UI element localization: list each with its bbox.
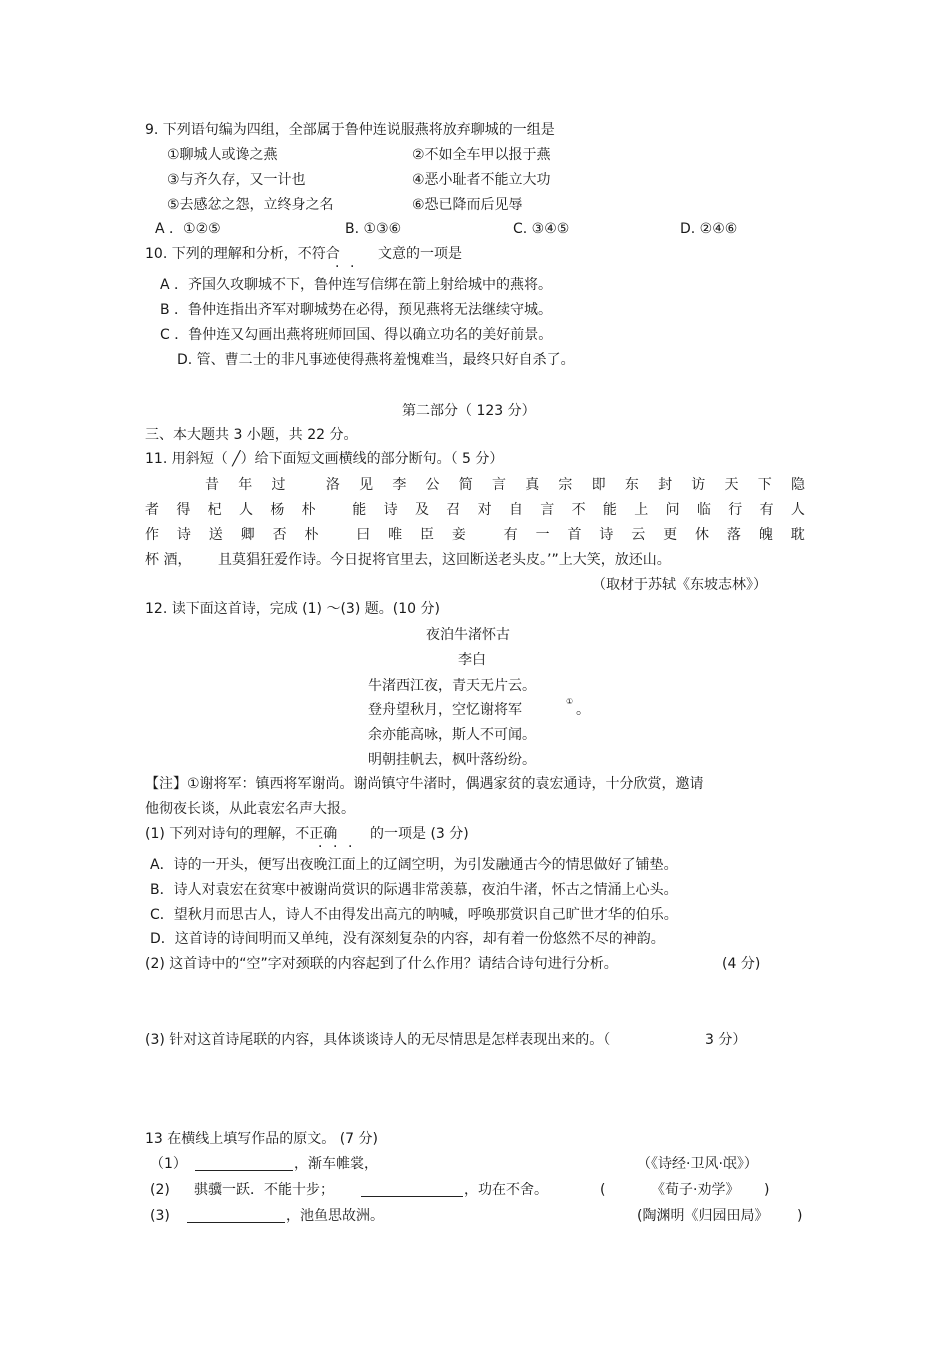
q13-item-3-source-close: )	[797, 1208, 803, 1224]
passage-char: 云	[631, 527, 646, 543]
note-line-1: 【注】①谢将军：镇西将军谢尚。谢尚镇守牛渚时，偶遇家贫的袁宏通诗，十分欣赏，邀请	[145, 776, 704, 792]
fill-blank-3[interactable]	[187, 1208, 285, 1223]
poem-line-4: 明朝挂帆去，枫叶落纷纷。	[368, 752, 536, 768]
q12-sub1-stem-part2: 的一项是 (3 分)	[370, 826, 469, 842]
q13-item-2-text-b: ，功在不舍。	[464, 1182, 548, 1198]
passage-char: 及	[414, 502, 429, 518]
poem-line-3: 余亦能高咏，斯人不可闻。	[368, 727, 536, 743]
q12-sub1-stem-part1: (1) 下列对诗句的理解，不正确	[145, 826, 338, 842]
q13-item-2-number: (2)	[150, 1182, 170, 1198]
q13-item-2-source-close: )	[764, 1182, 770, 1198]
passage-char: 魄	[758, 527, 773, 543]
passage-char	[333, 500, 335, 520]
q11-source: （取材于苏轼《东坡志林》）	[592, 577, 767, 593]
passage-char: 诗	[176, 527, 191, 543]
q11-text-row-3	[145, 525, 805, 545]
q9-option-c: C. ③④⑤	[513, 221, 570, 237]
passage-char: 临	[696, 502, 711, 518]
q10-stem-part2: 文意的一项是	[378, 246, 462, 262]
q13-item-1-number: （1）	[150, 1156, 187, 1172]
q13-item-3-source: (陶渊明《归园田局》	[637, 1208, 769, 1224]
passage-char: 自	[508, 502, 523, 518]
q10-stem-part1: 10. 下列的理解和分析，不符合	[145, 246, 340, 262]
q12-sub2-stem: (2) 这首诗中的“空”字对颈联的内容起到了什么作用？请结合诗句进行分析。	[145, 956, 618, 972]
emphasis-dot: ·	[333, 839, 338, 855]
q11-text-row-1	[205, 475, 805, 495]
passage-char: 能	[352, 502, 367, 518]
q12-sub1-option-d: D．这首诗的诗间明而又单纯，没有深刻复杂的内容，却有着一份悠然不尽的神韵。	[150, 931, 665, 947]
passage-char: 对	[477, 502, 492, 518]
q10-option-b: B ．鲁仲连指出齐军对聊城势在必得，预见燕将无法继续守城。	[160, 302, 553, 318]
poem-title: 夜泊牛渚怀古	[426, 627, 510, 643]
q10-option-d: D. 管、曹二士的非凡事迹使得燕将羞愧难当，最终只好自杀了。	[177, 352, 575, 368]
q9-option-d: D. ②④⑥	[680, 221, 738, 237]
passage-char: 召	[446, 502, 461, 518]
passage-char: 真	[525, 477, 540, 493]
q9-item-5: ⑤去感忿之怨，立终身之名	[167, 197, 334, 213]
passage-char: 年	[238, 477, 253, 493]
q10-option-a: A ．齐国久攻聊城不下，鲁仲连写信绑在箭上射给城中的燕将。	[160, 277, 553, 293]
emphasis-dot: ·	[335, 259, 340, 275]
passage-char: 能	[602, 502, 617, 518]
emphasis-dot: ·	[318, 839, 323, 855]
q13-item-3-number: (3)	[150, 1208, 170, 1224]
passage-char: 有	[759, 502, 774, 518]
passage-char: 朴	[301, 502, 316, 518]
passage-char: 不	[571, 502, 586, 518]
passage-char: 一	[535, 527, 550, 543]
emphasis-dot: ·	[350, 259, 355, 275]
passage-char: 李	[392, 477, 407, 493]
passage-char: 妾	[451, 527, 466, 543]
passage-char: 即	[591, 477, 606, 493]
passage-char	[305, 475, 307, 495]
passage-char: 人	[790, 502, 805, 518]
poem-line-1: 牛渚西江夜，青天无片云。	[368, 678, 536, 694]
passage-char	[484, 525, 486, 545]
q12-sub1-option-b: B．诗人对袁宏在贫寒中被谢尚赏识的际遇非常羡慕，夜泊牛渚，怀古之情涌上心头。	[150, 882, 678, 898]
passage-char: 送	[208, 527, 223, 543]
passage-char: 上	[634, 502, 649, 518]
passage-char: 唯	[388, 527, 403, 543]
q12-stem: 12. 读下面这首诗，完成 (1) ～(3) 题。(10 分)	[145, 601, 440, 617]
passage-char: 访	[691, 477, 706, 493]
q13-item-3-text: ，池鱼思故洲。	[286, 1208, 384, 1224]
passage-char: 下	[757, 477, 772, 493]
passage-char: 问	[665, 502, 680, 518]
passage-char: 首	[567, 527, 582, 543]
poem-line-2-punct: 。	[576, 702, 590, 718]
passage-char: 否	[272, 527, 287, 543]
passage-char: 宗	[558, 477, 573, 493]
passage-char: 曰	[356, 527, 371, 543]
passage-char: 耽	[790, 527, 805, 543]
fill-blank-2[interactable]	[361, 1182, 463, 1197]
fill-blank-1[interactable]	[195, 1156, 293, 1171]
passage-char: 行	[728, 502, 743, 518]
q9-stem: 9. 下列语句编为四组，全部属于鲁仲连说服燕将放弃聊城的一组是	[145, 122, 555, 138]
passage-char: 者	[145, 502, 159, 518]
passage-char: 得	[176, 502, 191, 518]
passage-char: 杞	[207, 502, 222, 518]
passage-char: 有	[503, 527, 518, 543]
passage-char: 作	[145, 527, 159, 543]
note-line-2: 他彻夜长谈，从此袁宏名声大报。	[145, 801, 355, 817]
passage-char: 昔	[205, 477, 219, 493]
poem-line-2: 登舟望秋月，空忆谢将军	[368, 702, 522, 718]
q11-stem: 11. 用斜短（ ╱）给下面短文画横线的部分断句。（ 5 分）	[145, 451, 504, 467]
passage-char: 更	[663, 527, 678, 543]
passage-char	[336, 525, 338, 545]
passage-char: 过	[271, 477, 286, 493]
q12-sub2-score: (4 分)	[722, 956, 761, 972]
q13-item-2-source: 《荀子·劝学》	[651, 1182, 740, 1198]
passage-char: 落	[726, 527, 741, 543]
passage-char: 杨	[270, 502, 285, 518]
emphasis-dot: ·	[348, 839, 353, 855]
passage-char: 臣	[420, 527, 435, 543]
passage-char: 封	[658, 477, 673, 493]
q9-item-6: ⑥恐已降而后见辱	[412, 197, 523, 213]
passage-char: 简	[458, 477, 473, 493]
passage-char: 朴	[304, 527, 319, 543]
passage-char: 东	[624, 477, 639, 493]
q11-text-row-4b: 且莫猖狂爱作诗。今日捉将官里去，这回断送老头皮。’”上大笑，放还山。	[218, 552, 671, 568]
passage-char: 休	[695, 527, 710, 543]
passage-char: 见	[359, 477, 374, 493]
passage-char: 洛	[325, 477, 340, 493]
q13-item-1-text: ，渐车帷裳，	[294, 1156, 378, 1172]
passage-char: 人	[238, 502, 253, 518]
q9-item-1: ①聊城人或谗之燕	[167, 147, 278, 163]
part2-title: 第二部分（ 123 分）	[402, 403, 536, 419]
section-heading: 三、本大题共 3 小题，共 22 分。	[145, 427, 358, 443]
q12-sub1-option-c: C．望秋月而思古人，诗人不由得发出高亢的呐喊，呼唤那赏识自己旷世才华的伯乐。	[150, 907, 678, 923]
passage-char: 隐	[790, 477, 805, 493]
q13-item-2-text-a: 骐骥一跃．不能十步；	[194, 1182, 334, 1198]
q11-text-row-2	[145, 500, 805, 520]
q13-stem: 13 在横线上填写作品的原文。 (7 分)	[145, 1131, 378, 1147]
q9-item-2: ②不如全车甲以报于燕	[412, 147, 551, 163]
q9-item-3: ③与齐久存，又一计也	[167, 172, 306, 188]
q12-sub1-option-a: A．诗的一开头，便写出夜晚江面上的辽阔空明，为引发融通古今的情思做好了铺垫。	[150, 857, 678, 873]
q10-option-c: C ．鲁仲连又勾画出燕将班师回国、得以确立功名的美好前景。	[160, 327, 553, 343]
passage-char: 诗	[599, 527, 614, 543]
q9-option-a: A ．①②⑤	[155, 221, 221, 237]
passage-char: 卿	[240, 527, 255, 543]
passage-char: 公	[425, 477, 440, 493]
q12-sub3-score: 3 分）	[705, 1032, 747, 1048]
passage-char: 诗	[383, 502, 398, 518]
q12-sub3-stem: (3) 针对这首诗尾联的内容，具体谈谈诗人的无尽情思是怎样表现出来的。（	[145, 1032, 611, 1048]
passage-char: 言	[540, 502, 555, 518]
q13-item-2-source-open: (	[600, 1182, 606, 1198]
passage-char: 言	[491, 477, 506, 493]
poem-author: 李白	[458, 652, 486, 668]
q11-text-row-4a: 杯 酒，	[145, 552, 192, 568]
q9-item-4: ④恶小耻者不能立大功	[412, 172, 551, 188]
footnote-marker: ①	[566, 697, 574, 706]
passage-char: 天	[724, 477, 739, 493]
q9-option-b: B. ①③⑥	[345, 221, 402, 237]
q13-item-1-source: （《诗经·卫风·氓》）	[637, 1156, 758, 1172]
